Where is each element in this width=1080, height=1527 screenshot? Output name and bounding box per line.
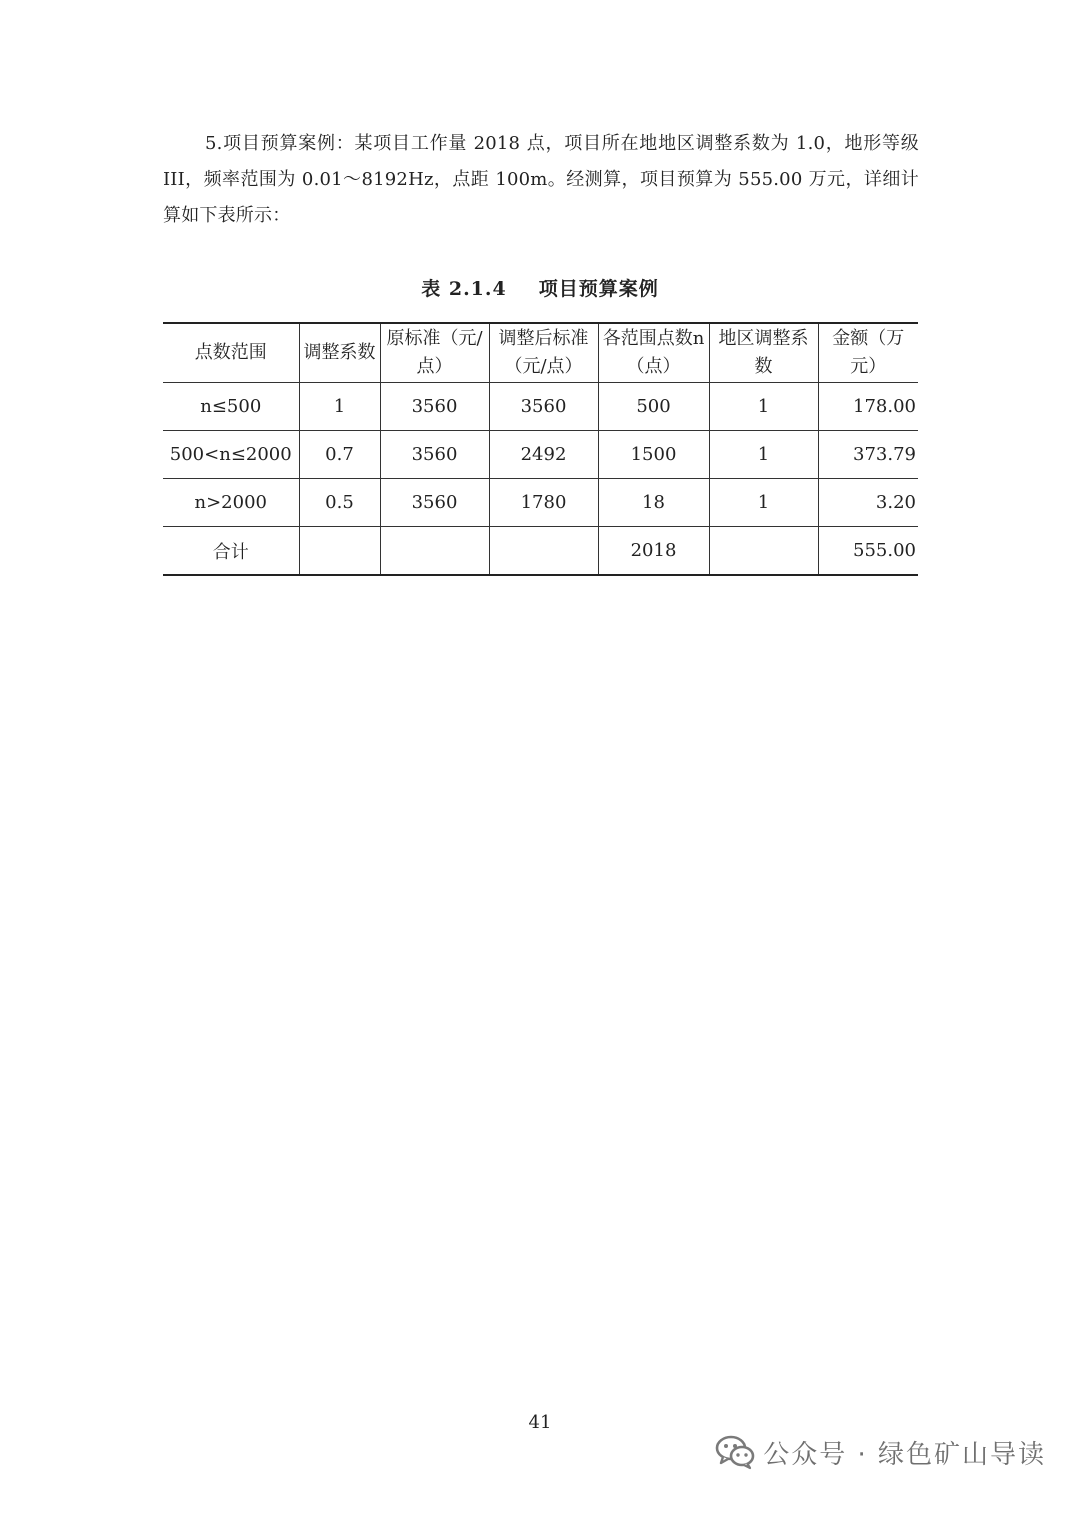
cell-adjust-factor: 0.7 bbox=[299, 431, 380, 479]
table-row bbox=[163, 479, 918, 527]
cell-range-points: 18 bbox=[598, 479, 709, 527]
cell-region-factor bbox=[709, 527, 818, 576]
cell-original-standard: 3560 bbox=[380, 431, 489, 479]
table-header-row bbox=[163, 323, 918, 383]
cell-adjust-factor: 1 bbox=[299, 383, 380, 431]
page-number: 41 bbox=[528, 1412, 552, 1433]
cell-amount: 3.20 bbox=[818, 479, 918, 527]
wechat-icon bbox=[715, 1434, 755, 1470]
cell-range-points: 1500 bbox=[598, 431, 709, 479]
cell-adjust-factor bbox=[299, 527, 380, 576]
header-region-factor: 地区调整系数 bbox=[709, 323, 818, 383]
cell-point-range: n≤500 bbox=[163, 383, 299, 431]
cell-region-factor: 1 bbox=[709, 383, 818, 431]
cell-adjust-factor: 0.5 bbox=[299, 479, 380, 527]
cell-adjusted-standard: 1780 bbox=[489, 479, 598, 527]
budget-table bbox=[163, 322, 918, 576]
table-total-row bbox=[163, 527, 918, 576]
watermark-text: 公众号 · 绿色矿山导读 bbox=[763, 1439, 1046, 1470]
header-amount: 金额（万元） bbox=[818, 323, 918, 383]
cell-adjusted-standard bbox=[489, 527, 598, 576]
header-point-range: 点数范围 bbox=[163, 323, 299, 383]
cell-point-range: 500<n≤2000 bbox=[163, 431, 299, 479]
cell-total-label: 合计 bbox=[163, 527, 299, 576]
table-row bbox=[163, 431, 918, 479]
cell-amount: 178.00 bbox=[818, 383, 918, 431]
table-number: 表 2.1.4 bbox=[421, 278, 507, 300]
cell-original-standard bbox=[380, 527, 489, 576]
header-range-points: 各范围点数n（点） bbox=[598, 323, 709, 383]
header-original-standard: 原标准（元/点） bbox=[380, 323, 489, 383]
cell-adjusted-standard: 3560 bbox=[489, 383, 598, 431]
cell-original-standard: 3560 bbox=[380, 383, 489, 431]
cell-region-factor: 1 bbox=[709, 479, 818, 527]
cell-total-points: 2018 bbox=[598, 527, 709, 576]
cell-region-factor: 1 bbox=[709, 431, 818, 479]
header-adjust-factor: 调整系数 bbox=[299, 323, 380, 383]
cell-amount: 373.79 bbox=[818, 431, 918, 479]
table-title: 项目预算案例 bbox=[538, 278, 659, 300]
watermark bbox=[715, 1432, 1046, 1472]
table-row bbox=[163, 383, 918, 431]
cell-range-points: 500 bbox=[598, 383, 709, 431]
header-adjusted-standard: 调整后标准（元/点） bbox=[489, 323, 598, 383]
table-caption bbox=[0, 274, 1080, 301]
cell-total-amount: 555.00 bbox=[818, 527, 918, 576]
cell-point-range: n>2000 bbox=[163, 479, 299, 527]
cell-adjusted-standard: 2492 bbox=[489, 431, 598, 479]
cell-original-standard: 3560 bbox=[380, 479, 489, 527]
body-paragraph: 5.项目预算案例：某项目工作量 2018 点，项目所在地地区调整系数为 1.0，地形等级 III，频率范围为 0.01～8192Hz，点距 100m。经测算，项目预算为 555.00 万元，详细计算如下表所示： bbox=[163, 133, 919, 226]
